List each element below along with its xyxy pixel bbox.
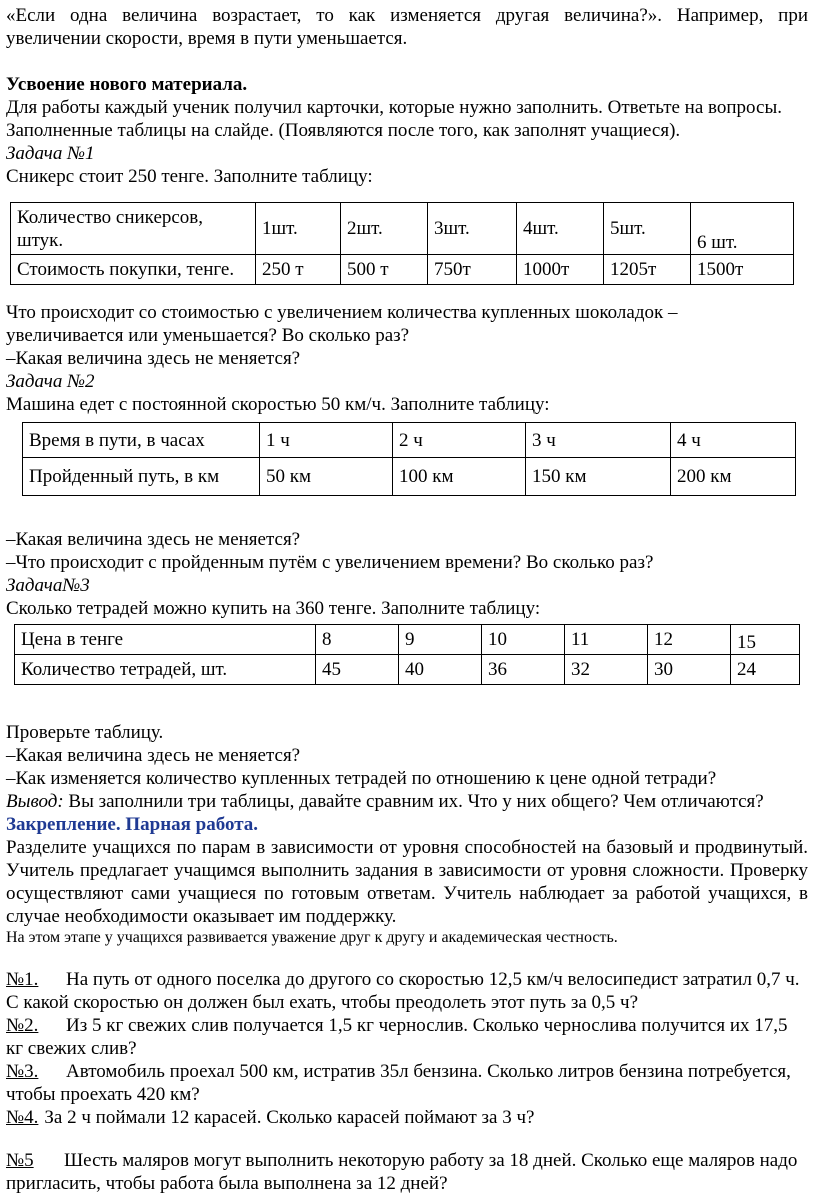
table-row xyxy=(11,203,794,255)
table-cell: 32 xyxy=(565,655,648,685)
table-cell: 15 xyxy=(731,625,800,655)
table-cell: 24 xyxy=(731,655,800,685)
exercise-text: Из 5 кг свежих слив получается 1,5 кг чернослив. Сколько чернослива получится их 17,5 кг свежих слив? xyxy=(6,1015,788,1059)
intro-line-1: «Если одна величина возрастает, то как изменяется другая величина?». Например, при xyxy=(6,5,808,26)
table-cell: 3 ч xyxy=(526,423,671,458)
table-cell: 4шт. xyxy=(517,203,604,255)
table-cell: 4 ч xyxy=(671,423,796,458)
task1-title: Задача №1 xyxy=(6,143,95,164)
table-cell: Стоимость покупки, тенге. xyxy=(11,255,256,285)
new-material-text: Для работы каждый ученик получил карточки, которые нужно заполнить. Ответьте на вопросы. Заполненные таблицы на слайде. (Появляются после того, как заполнят учащиеся). xyxy=(6,97,782,141)
task3-question-1: –Какая величина здесь не меняется? xyxy=(6,745,301,766)
table-cell: Цена в тенге xyxy=(15,625,316,655)
table-cell: 9 xyxy=(399,625,482,655)
task2-question-2: –Что происходит с пройденным путём с увеличением времени? Во сколько раз? xyxy=(6,552,654,573)
table-cell: Количество сникерсов, штук. xyxy=(11,203,256,255)
table-cell: 250 т xyxy=(256,255,341,285)
intro-line-2: увеличении скорости, время в пути уменьшается. xyxy=(6,28,408,49)
task1-question-2: –Какая величина здесь не меняется? xyxy=(6,348,301,369)
table-cell: Пройденный путь, в км xyxy=(23,458,260,496)
consolidation-text: Разделите учащихся по парам в зависимости от уровня способностей на базовый и продвинутый. Учитель предлагает учащимся выполнить задания в зависимости от уровня сложности. Проверку осуществляют сами учащиеся по готовым ответам. Учитель наблюдает за работой учащихся, в случае необходимости оказывает им поддержку. xyxy=(6,837,808,927)
table-cell: 6 шт. xyxy=(691,203,794,255)
task2-table xyxy=(22,422,796,496)
exercise-number: №4. xyxy=(6,1107,39,1128)
new-material-heading: Усвоение нового материала. xyxy=(6,74,248,95)
task1-table xyxy=(10,202,794,285)
list-item xyxy=(6,1106,808,1129)
document-page xyxy=(6,4,808,1195)
table-cell: 1205т xyxy=(604,255,691,285)
table-cell: 2 ч xyxy=(393,423,526,458)
table-cell: 30 xyxy=(648,655,731,685)
task3-title: Задача№3 xyxy=(6,575,90,596)
exercise-number: №2. xyxy=(6,1015,39,1036)
table-cell: 45 xyxy=(316,655,399,685)
table-cell: 1000т xyxy=(517,255,604,285)
table-cell: 150 км xyxy=(526,458,671,496)
table-cell: 100 км xyxy=(393,458,526,496)
exercise-text: За 2 ч поймали 12 карасей. Сколько карасей поймают за 3 ч? xyxy=(44,1107,535,1128)
exercise-number: №5 xyxy=(6,1150,34,1171)
table-cell: 3шт. xyxy=(428,203,517,255)
consolidation-note: На этом этапе у учащихся развивается уважение друг к другу и академическая честность. xyxy=(6,929,618,946)
table-cell: 750т xyxy=(428,255,517,285)
exercise-list xyxy=(6,968,808,1195)
table-row xyxy=(23,458,796,496)
table-cell: 8 xyxy=(316,625,399,655)
table-cell: 1 ч xyxy=(260,423,393,458)
table-cell: 10 xyxy=(482,625,565,655)
conclusion-label: Вывод: xyxy=(6,791,64,812)
table-cell: 5шт. xyxy=(604,203,691,255)
table-cell: 1шт. xyxy=(256,203,341,255)
table-row xyxy=(23,423,796,458)
exercise-text: Шесть маляров могут выполнить некоторую работу за 18 дней. Сколько еще маляров надо пригласить, чтобы работа была выполнена за 12 дней? xyxy=(6,1150,798,1194)
exercise-number: №1. xyxy=(6,969,39,990)
table-cell: Количество тетрадей, шт. xyxy=(15,655,316,685)
list-item xyxy=(6,1060,808,1106)
task3-question-2: –Как изменяется количество купленных тетрадей по отношению к цене одной тетради? xyxy=(6,768,717,789)
list-item xyxy=(6,1014,808,1060)
table-cell: Время в пути, в часах xyxy=(23,423,260,458)
table-cell: 500 т xyxy=(341,255,428,285)
task3-check: Проверьте таблицу. xyxy=(6,722,164,743)
table-cell: 40 xyxy=(399,655,482,685)
conclusion-text: Вы заполнили три таблицы, давайте сравним их. Что у них общего? Чем отличаются? xyxy=(63,791,764,812)
list-item xyxy=(6,1149,808,1195)
list-item xyxy=(6,968,808,1014)
task2-question-1: –Какая величина здесь не меняется? xyxy=(6,529,301,550)
exercise-text: Автомобиль проехал 500 км, истратив 35л бензина. Сколько литров бензина потребуется, чтобы проехать 420 км? xyxy=(6,1061,791,1105)
task1-condition: Сникерс стоит 250 тенге. Заполните таблицу: xyxy=(6,166,373,187)
table-cell: 36 xyxy=(482,655,565,685)
table-cell: 12 xyxy=(648,625,731,655)
task3-table xyxy=(14,624,800,685)
table-cell: 50 км xyxy=(260,458,393,496)
table-cell: 2шт. xyxy=(341,203,428,255)
table-cell: 1500т xyxy=(691,255,794,285)
table-row xyxy=(15,655,800,685)
task2-condition: Машина едет с постоянной скоростью 50 км/ч. Заполните таблицу: xyxy=(6,394,550,415)
task2-title: Задача №2 xyxy=(6,371,95,392)
exercise-number: №3. xyxy=(6,1061,39,1082)
consolidation-heading: Закрепление. Парная работа. xyxy=(6,814,259,835)
table-cell: 200 км xyxy=(671,458,796,496)
conclusion xyxy=(6,790,808,813)
task3-condition: Сколько тетрадей можно купить на 360 тенге. Заполните таблицу: xyxy=(6,598,541,619)
task1-question-1: Что происходит со стоимостью с увеличением количества купленных шоколадок – увеличивается или уменьшается? Во сколько раз? xyxy=(6,302,678,346)
table-row xyxy=(15,625,800,655)
table-cell: 11 xyxy=(565,625,648,655)
table-row xyxy=(11,255,794,285)
exercise-text: На путь от одного поселка до другого со скоростью 12,5 км/ч велосипедист затратил 0,7 ч. С какой скоростью он должен был ехать, чтобы преодолеть этот путь за 0,5 ч? xyxy=(6,969,800,1013)
